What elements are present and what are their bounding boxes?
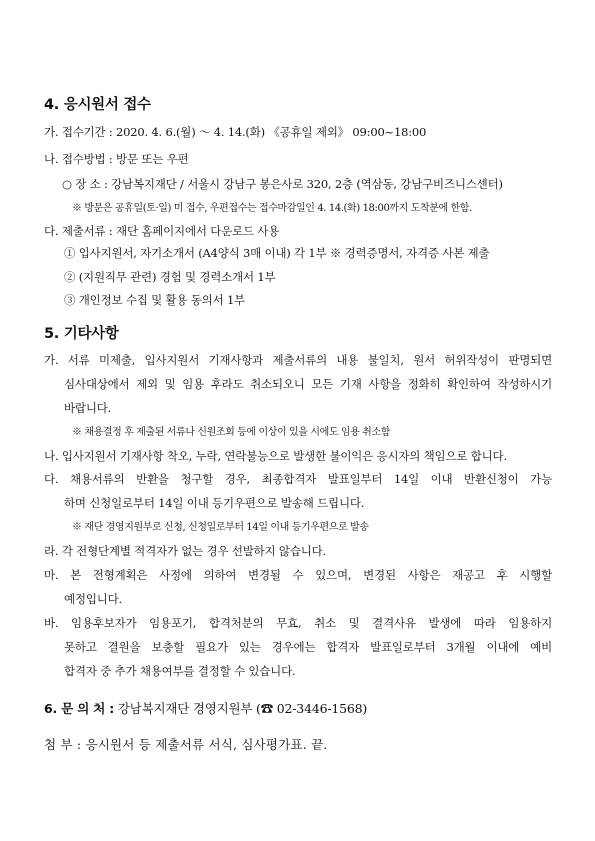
note-ba-line-1: 바. 임용후보자가 임용포기, 합격처분의 무효, 취소 및 결격사유 발생에 따라 임용하지 — [44, 616, 552, 630]
contact-line — [44, 701, 367, 716]
submission-documents: 다. 제출서류 : 재단 홈페이지에서 다운로드 사용 — [44, 224, 280, 238]
application-method: 나. 접수방법 : 방문 또는 우편 — [44, 152, 189, 166]
note-da-line-1: 다. 채용서류의 반환을 청구할 경우, 최종합격자 발표일부터 14일 이내 반환신청이 가능 — [44, 472, 552, 486]
document-item-3: ③ 개인정보 수집 및 활용 동의서 1부 — [64, 293, 245, 307]
contact-label: 6. 문 의 처 : — [44, 701, 115, 716]
section-5-title: 5. 기타사항 — [44, 326, 119, 342]
contact-value: 강남복지재단 경영지원부 (☎ 02-3446-1568) — [117, 701, 368, 716]
note-da-line-2: 하며 신청일로부터 14일 이내 등기우편으로 발송해 드립니다. — [64, 496, 365, 510]
document-item-2: ② (지원직무 관련) 경험 및 경력소개서 1부 — [64, 270, 276, 284]
note-ga-line-3: 바랍니다. — [64, 401, 112, 415]
note-ga-line-2: 심사대상에서 제외 및 임용 후라도 취소되오니 모든 기재 사항을 정화히 확인하여 작성하시기 — [64, 377, 552, 391]
application-place: ○ 장 소 : 강남복지재단 / 서울시 강남구 봉은사로 320, 2층 (역삼동, 강남구비즈니스센터) — [62, 177, 503, 191]
note-da-remark: ※ 재단 경영지원부로 신청, 신청일로부터 14일 이내 등기우편으로 발송 — [72, 522, 369, 533]
note-ga-line-1: 가. 서류 미제출, 입사지원서 기재사항과 제출서류의 내용 불일치, 원서 허위작성이 판명되면 — [44, 353, 552, 367]
note-ga-remark: ※ 채용결정 후 제출된 서류나 신원조회 등에 이상이 있을 시에도 임용 취소함 — [72, 427, 390, 438]
note-na: 나. 입사지원서 기재사항 착오, 누락, 연락불능으로 발생한 불이익은 응시자의 책임으로 합니다. — [44, 449, 507, 463]
note-ma-line-1: 마. 본 전형계획은 사정에 의하여 변경될 수 있으며, 변경된 사항은 재공고 후 시행할 — [44, 568, 552, 582]
attachment-line: 첨 부 : 응시원서 등 제출서류 서식, 심사평가표. 끝. — [44, 737, 328, 752]
application-place-note: ※ 방문은 공휴일(토·일) 미 접수, 우편접수는 접수마감일인 4. 14.(화) 18:00까지 도착분에 한함. — [72, 203, 472, 214]
application-period: 가. 접수기간 : 2020. 4. 6.(월) ～ 4. 14.(화) 《공휴일 제외》 09:00~18:00 — [44, 125, 427, 139]
document-item-1: ① 입사지원서, 자기소개서 (A4양식 3매 이내) 각 1부 ※ 경력증명서, 자격증 사본 제출 — [64, 246, 490, 260]
note-ra: 라. 각 전형단계별 적격자가 없는 경우 선발하지 않습니다. — [44, 544, 327, 558]
note-ma-line-2: 예정입니다. — [64, 592, 122, 606]
note-ba-line-2: 못하고 결원을 보충할 필요가 있는 경우에는 합격자 발표일로부터 3개월 이내에 예비 — [64, 640, 552, 654]
section-4-title: 4. 응시원서 접수 — [44, 97, 151, 113]
note-ba-line-3: 합격자 중 추가 채용여부를 결정할 수 있습니다. — [64, 664, 296, 678]
